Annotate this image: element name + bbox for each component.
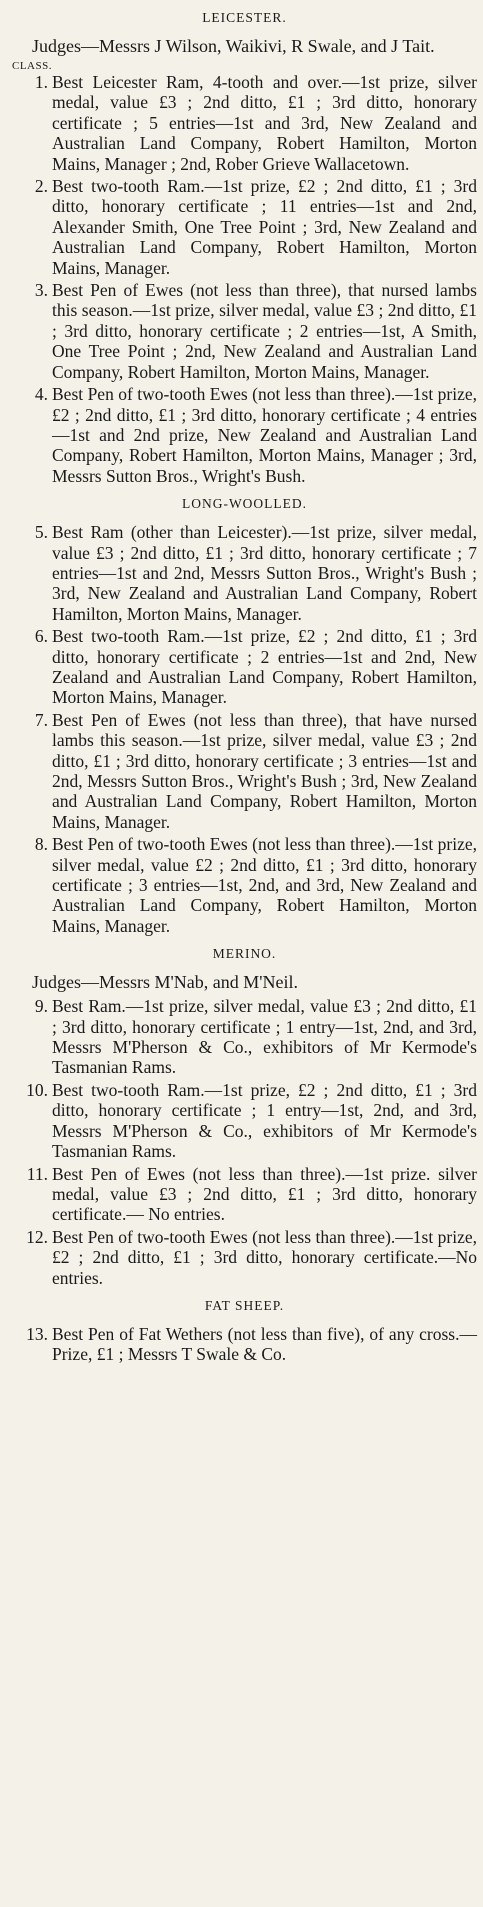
entry-number: 10. — [26, 1079, 48, 1100]
entry-number: 4. — [34, 384, 48, 405]
entry-text: Best Pen of two-tooth Ewes (not less than three).—1st prize, £2 ; 2nd ditto, £1 ; 3rd ditto, honorary certificate.—No entries. — [52, 1226, 477, 1288]
entry-number: 2. — [34, 176, 48, 197]
entry-number: 12. — [26, 1226, 48, 1247]
section-merino — [12, 946, 477, 1288]
class-entry — [12, 384, 477, 486]
class-label: CLASS. — [12, 60, 52, 72]
class-entry — [12, 834, 477, 936]
entry-text: Best two-tooth Ram.—1st prize, £2 ; 2nd ditto, £1 ; 3rd ditto, honorary certificate ; 11 entries—1st and 2nd, Alexander Smith, One Tree Point ; 3rd, New Zealand and Australian Land Company, Robert Hamilton, Morton Mains, Manager. — [52, 176, 477, 278]
entry-number: 6. — [34, 626, 48, 647]
class-entry — [12, 1227, 477, 1288]
entry-text: Best two-tooth Ram.—1st prize, £2 ; 2nd ditto, £1 ; 3rd ditto, honorary certificate ; 2 entries—1st and 2nd, New Zealand and Australian Land Company, Robert Hamilton, Morton Mains, Manager. — [52, 626, 477, 708]
class-entry — [12, 522, 477, 624]
class-entry — [12, 996, 477, 1078]
class-entry — [12, 1324, 477, 1365]
entry-number: 7. — [34, 709, 48, 730]
section-heading: FAT SHEEP. — [204, 1297, 285, 1313]
entry-number: 5. — [34, 522, 48, 543]
section-heading: LEICESTER. — [202, 10, 287, 25]
class-entry — [12, 710, 477, 832]
section-heading: LONG-WOOLLED. — [181, 496, 308, 512]
class-entry — [12, 1080, 477, 1162]
class-entry — [12, 72, 477, 174]
entry-text: Best two-tooth Ram.—1st prize, £2 ; 2nd ditto, £1 ; 3rd ditto, honorary certificate ; 1 entry—1st, 2nd, and 3rd, Messrs M'Pherson & Co., exhibitors of Mr Kermode's Tasmanian Rams. — [52, 1079, 477, 1162]
judges-line: Judges—Messrs J Wilson, Waikivi, R Swale, and J Tait. — [32, 36, 435, 56]
class-entry — [12, 176, 477, 278]
entry-number: 1. — [34, 72, 48, 92]
section-fat-sheep — [12, 1298, 477, 1365]
judges-line: Judges—Messrs M'Nab, and M'Neil. — [32, 972, 298, 993]
entry-text: Best Pen of two-tooth Ewes (not less than three).—1st prize, £2 ; 2nd ditto, £1 ; 3rd ditto, honorary certificate ; 4 entries—1st and 2nd prize, New Zealand and Australian Land Company, Robert Hamilton, Morton Mains, Manager ; 3rd, Messrs Sutton Bros., Wright's Bush. — [52, 384, 477, 486]
entry-number: 13. — [26, 1323, 48, 1344]
entry-number: 3. — [34, 280, 48, 301]
section-long-woolled — [12, 496, 477, 936]
class-entry — [12, 280, 477, 382]
entry-text: Best Pen of Ewes (not less than three), that nursed lambs this season.—1st prize, silver medal, value £3 ; 2nd ditto, £1 ; 3rd ditto, honorary certificate ; 2 entries—1st, A Smith, One Tree Point ; 2nd, New Zealand and Australian Land Company, Robert Hamilton, Morton Mains, Manager. — [52, 280, 477, 382]
entry-number: 11. — [26, 1163, 48, 1184]
class-entry — [12, 626, 477, 708]
entry-number: 8. — [34, 834, 48, 855]
entry-text: Best Ram.—1st prize, silver medal, value £3 ; 2nd ditto, £1 ; 3rd ditto, honorary certificate ; 1 entry—1st, 2nd, and 3rd, Messrs M'Pherson & Co., exhibitors of Mr Kermode's Tasmanian Rams. — [52, 996, 477, 1078]
entry-text: Best Leicester Ram, 4-tooth and over.—1st prize, silver medal, value £3 ; 2nd ditto, £1 ; 3rd ditto, honorary certificate ; 5 entries—1st and 3rd, New Zealand and Australian Land Company, Robert Hamilton, Morton Mains, Manager ; 2nd, Rober Grieve Wallacetown. — [52, 72, 477, 174]
entry-text: Best Pen of Fat Wethers (not less than five), of any cross.—Prize, £1 ; Messrs T Swale & Co. — [52, 1323, 477, 1365]
section-heading: MERINO. — [212, 946, 277, 962]
class-entry — [12, 1164, 477, 1225]
entry-text: Best Pen of two-tooth Ewes (not less than three).—1st prize, silver medal, value £2 ; 2nd ditto, £1 ; 3rd ditto, honorary certificate ; 3 entries—1st, 2nd, and 3rd, New Zealand and Australian Land Company, Robert Hamilton, Morton Mains, Manager. — [52, 834, 477, 936]
section-leicester — [12, 10, 477, 486]
entry-number: 9. — [34, 996, 48, 1017]
entry-text: Best Ram (other than Leicester).—1st prize, silver medal, value £3 ; 2nd ditto, £1 ; 3rd ditto, honorary certificate ; 7 entries—1st and 2nd, Messrs Sutton Bros., Wright's Bush ; 3rd, New Zealand and Australian Land Company, Robert Hamilton, Morton Mains, Manager. — [52, 522, 477, 624]
entry-text: Best Pen of Ewes (not less than three).—1st prize. silver medal, value £3 ; 2nd ditto, £1 ; 3rd ditto, honorary certificate.— No entries. — [52, 1163, 477, 1225]
entry-text: Best Pen of Ewes (not less than three), that have nursed lambs this season.—1st prize, silver medal, value £3 ; 2nd ditto, £1 ; 3rd ditto, honorary certificate ; 3 entries—1st and 2nd, Messrs Sutton Bros., Wright's Bush ; 3rd, New Zealand and Australian Land Company, Robert Hamilton, Morton Mains, Manager. — [52, 709, 477, 832]
